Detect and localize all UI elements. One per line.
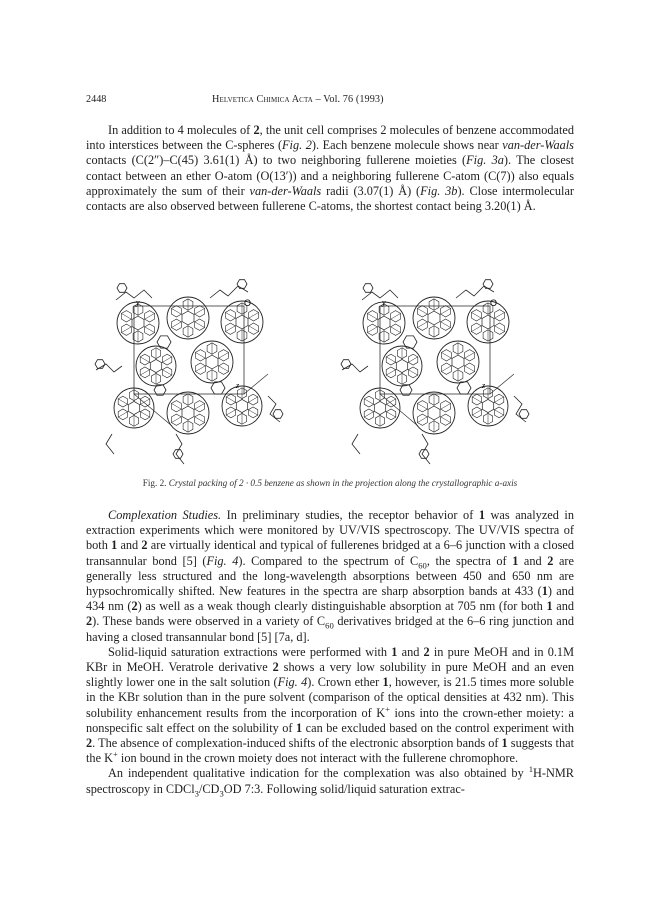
unit-cell-edge [490, 374, 514, 394]
complexation-section [86, 508, 574, 797]
fullerene-bond [408, 369, 418, 375]
fullerene-center-ring [182, 406, 194, 420]
fullerene-bond [140, 369, 150, 375]
fullerene-bond [140, 411, 150, 417]
fullerene-bond [408, 357, 418, 363]
benzene-ring [341, 360, 351, 369]
fullerene-bond [441, 352, 452, 358]
fullerene-center-ring [374, 401, 385, 414]
fullerene-bond [248, 312, 259, 318]
fullerene-bond [248, 409, 258, 415]
side-chain [210, 286, 248, 298]
fullerene-bond [195, 352, 206, 358]
fullerene-bond [248, 325, 259, 331]
fullerene-center-ring [236, 399, 247, 412]
fullerene-center-ring [482, 399, 493, 412]
fullerene-bond [472, 409, 482, 415]
benzene-ring [117, 284, 127, 293]
origin-label: O [244, 298, 252, 308]
fullerene-bond [390, 326, 401, 332]
caption-label: Fig. 2. [142, 478, 169, 488]
fullerene-bond [226, 397, 236, 403]
fullerene-bond [171, 416, 182, 422]
side-chain [176, 434, 184, 464]
crystal-packing-figure [86, 278, 574, 468]
fullerene-center-ring [396, 359, 407, 372]
benzene-ring [211, 382, 225, 394]
fullerene-bond [162, 357, 172, 363]
figure-ref: Fig. 4 [206, 553, 239, 568]
benzene-ring [483, 280, 493, 289]
figure-ref: Fig. 2 [282, 138, 312, 153]
compound-ref: 2 [253, 123, 260, 137]
complexation-paragraph-2: Solid-liquid saturation extractions were performed with 1 and 2 in pure MeOH and in 0.1M KBr in MeOH. Veratrole derivative 2 shows a very low solubility in pure MeOH and an even slightly lower one in the salt solution (Fig. 4). Crown ether 1, however, is 21.5 times more soluble in the KBr solution than in the pure solvent (comparison of the optical densities at 432 nm). This solubility enhancement results from the incorporation of K+ ions into the crown-ether moiety: a nonspecific salt effect on the solubility of 1 can be excluded based on the control experiment with 2. The absence of complexation-induced shifts of the electronic absorption bands of 1 suggests that the K+ ion bound in the crown moiety does not interact with the fullerene chromophore. [86, 644, 575, 766]
fullerene-center-ring [150, 359, 161, 372]
figure-caption [86, 478, 574, 488]
fullerene-bond [390, 313, 401, 319]
y-axis-label: y [382, 298, 386, 307]
fullerene-bond [417, 321, 428, 327]
fullerene-bond [367, 326, 378, 332]
packing-panel [341, 280, 529, 464]
fullerene-center-ring [206, 355, 218, 369]
benzene-ring [273, 410, 283, 419]
fullerene-bond [441, 365, 452, 371]
fullerene-bond [194, 321, 205, 327]
fullerene-center-ring [428, 311, 440, 325]
fullerene-center-ring [236, 315, 248, 329]
fullerene-bond [471, 312, 482, 318]
stereo-packing-drawing [86, 278, 574, 468]
running-header [86, 94, 574, 108]
fullerene-bond [194, 416, 205, 422]
benzene-ring [157, 336, 171, 348]
fullerene-bond [195, 365, 206, 371]
fullerene-bond [121, 313, 132, 319]
journal-name: Helvetica Chimica Acta [212, 94, 313, 105]
benzene-ring [403, 336, 417, 348]
fullerene-bond [118, 399, 128, 405]
fullerene-bond [386, 357, 396, 363]
fullerene-bond [171, 403, 182, 409]
fullerene-bond [494, 312, 505, 318]
intro-paragraph: In addition to 4 molecules of 2, the unit cell comprises 2 molecules of benzene accommodated into interstices between the C-spheres (Fig. 2). Each benzene molecule shows near van-der-Waals contacts (C(2″)–C(45) 3.61(1) Å) to two neighboring fullerene moieties (Fig. 3a). The closest contact between an ether O-atom (O(13′)) and a neighboring fullerene C-atom (C(7)) also equals approximately the sum of their van-der-Waals radii (3.07(1) Å) (Fig. 3b). Close intermolecular contacts are also observed between fullerene C-atoms, the shortest contact being 3.20(1) Å. [86, 123, 575, 214]
fullerene-bond [118, 411, 128, 417]
fullerene-center-ring [482, 315, 494, 329]
fullerene-bond [417, 403, 428, 409]
fullerene-bond [218, 352, 229, 358]
z-axis-label: z [482, 381, 486, 390]
fullerene-bond [494, 325, 505, 331]
fullerene-bond [440, 321, 451, 327]
origin-label: O [490, 298, 498, 308]
fullerene-bond [386, 411, 396, 417]
y-axis-label: y [136, 298, 140, 307]
fullerene-bond [440, 416, 451, 422]
fullerene-bond [194, 308, 205, 314]
z-axis-label: z [236, 381, 240, 390]
fullerene-bond [417, 308, 428, 314]
side-chain [362, 290, 398, 300]
unit-cell-edge [244, 374, 268, 394]
benzene-ring [519, 410, 529, 419]
fullerene-bond [494, 397, 504, 403]
benzene-ring [95, 360, 105, 369]
journal-volume: – Vol. 76 (1993) [315, 94, 384, 105]
benzene-ring [363, 284, 373, 293]
side-chain [456, 286, 494, 298]
fullerene-center-ring [452, 355, 464, 369]
fullerene-bond [171, 308, 182, 314]
caption-text: Crystal packing of 2 · 0.5 benzene as shown in the projection along the crystallographic a-axis [168, 478, 518, 488]
fullerene-center-ring [428, 406, 440, 420]
benzene-ring [237, 280, 247, 289]
side-chain [106, 434, 114, 454]
side-chain [422, 434, 430, 464]
complexation-paragraph-1: Complexation Studies. In preliminary studies, the receptor behavior of 1 was analyzed in extraction experiments which were monitored by UV/VIS spectroscopy. The UV/VIS spectra of both 1 and 2 are virtually identical and typical of fullerenes bridged at a 6–6 junction with a closed transannular bond [5] (Fig. 4). Compared to the spectrum of $C_{60}$, the spectra of 1 and 2 are generally less structured and the long-wavelength absorptions between 450 and 650 nm are hypsochromically shifted. New features in the spectra are sharp absorption bands at 433 (1) and 434 nm (2) as well as a weak though clearly distinguishable absorption at 705 nm (for both 1 and 2). These bands were observed in a variety of $C_{60}$ derivatives bridged at the 6–6 ring junction and having a closed transannular bond [5] [7a, d]. [86, 508, 574, 644]
figure-ref: Fig. 3a [466, 153, 504, 168]
fullerene-bond [464, 352, 475, 358]
section-heading: Complexation Studies. [108, 508, 222, 522]
fullerene-bond [226, 409, 236, 415]
fullerene-bond [225, 325, 236, 331]
benzene-ring [457, 382, 471, 394]
complexation-paragraph-3: An independent qualitative indication for the complexation was also obtained by $^1$H-NMR spectroscopy in $CDCl_3/CD_3OD$ 7:3. Following solid/liquid saturation extrac- [86, 764, 574, 799]
fullerene-bond [364, 399, 374, 405]
fullerene-bond [144, 326, 155, 332]
fullerene-bond [225, 312, 236, 318]
fullerene-bond [364, 411, 374, 417]
fullerene-bond [417, 416, 428, 422]
side-chain [116, 290, 152, 300]
fullerene-bond [367, 313, 378, 319]
fullerene-bond [440, 403, 451, 409]
fullerene-center-ring [182, 311, 194, 325]
fullerene-bond [386, 369, 396, 375]
packing-panel [95, 280, 283, 464]
fullerene-bond [121, 326, 132, 332]
fullerene-bond [440, 308, 451, 314]
fullerene-bond [464, 365, 475, 371]
fullerene-bond [194, 403, 205, 409]
fullerene-bond [162, 369, 172, 375]
fullerene-bond [140, 357, 150, 363]
side-chain [352, 434, 360, 454]
fullerene-bond [494, 409, 504, 415]
page-number: 2448 [86, 94, 107, 105]
fullerene-bond [248, 397, 258, 403]
fullerene-bond [472, 397, 482, 403]
fullerene-bond [144, 313, 155, 319]
figure-ref: Fig. 3b [420, 183, 458, 198]
fullerene-center-ring [128, 401, 139, 414]
fullerene-bond [218, 365, 229, 371]
fullerene-bond [171, 321, 182, 327]
intro-section [86, 123, 574, 214]
journal-title [212, 94, 384, 105]
figure-ref: Fig. 4 [277, 675, 308, 690]
fullerene-bond [471, 325, 482, 331]
